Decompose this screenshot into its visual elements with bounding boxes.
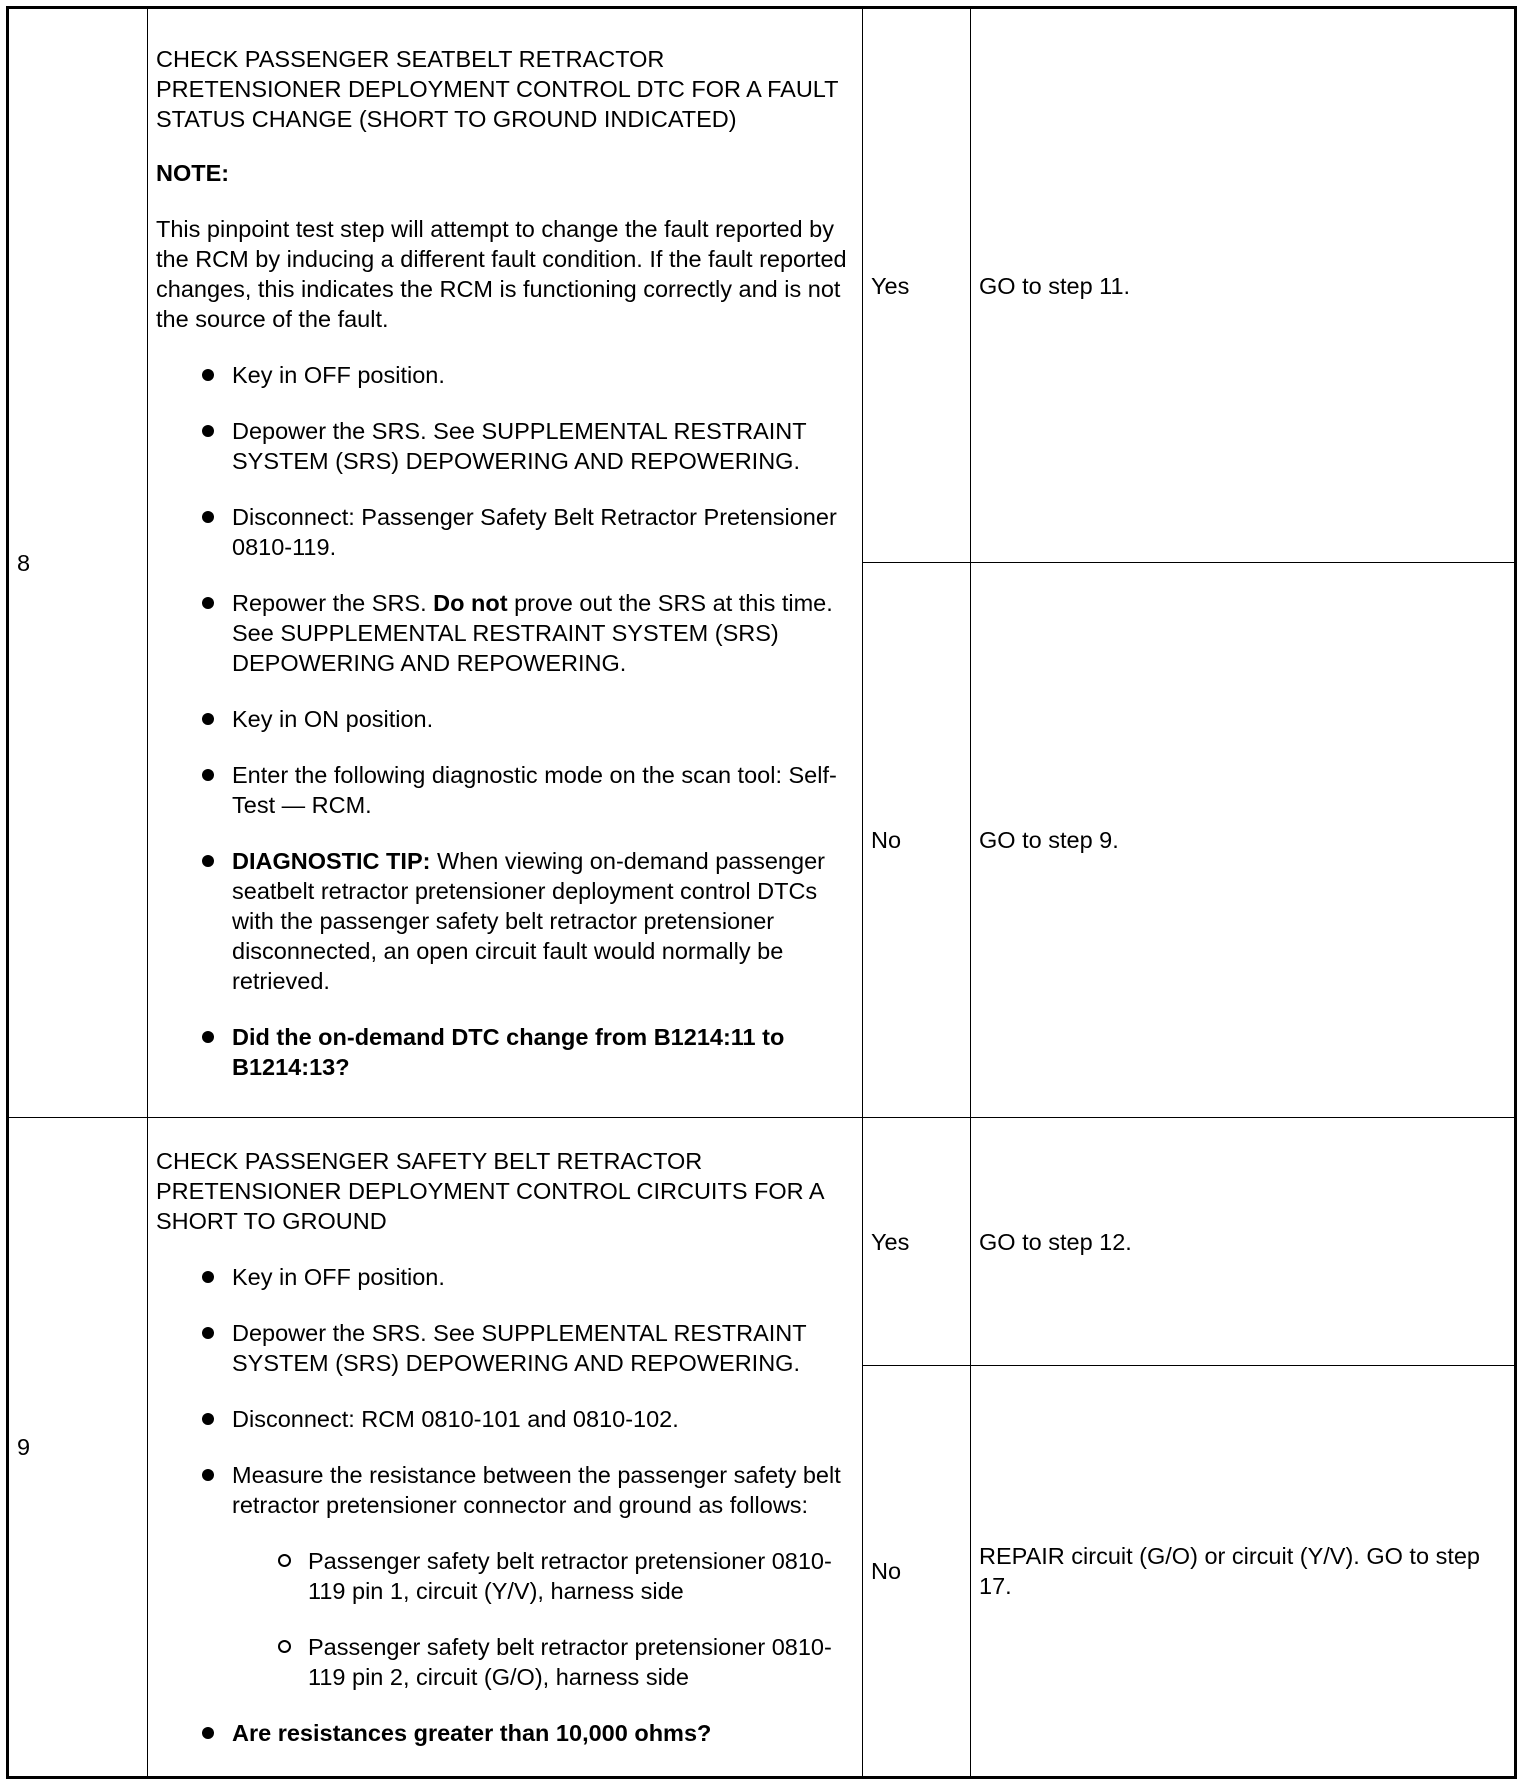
test-procedure [148,1118,863,1778]
procedure-item: Key in ON position. [156,704,854,734]
procedure-item: Depower the SRS. See SUPPLEMENTAL RESTRAINT SYSTEM (SRS) DEPOWERING AND REPOWERING. [156,1318,854,1378]
procedure-question: Are resistances greater than 10,000 ohms? [156,1718,854,1748]
procedure-item: Disconnect: RCM 0810-101 and 0810-102. [156,1404,854,1434]
step-number: 8 [8,8,148,1118]
result-yes-action: GO to step 12. [971,1118,1516,1366]
item-text: prove out the SRS at this time. See SUPPLEMENTAL RESTRAINT SYSTEM (SRS) DEPOWERING AND REPOWERING. [232,590,833,676]
pinpoint-test-table [6,6,1517,1779]
measurement-point: Passenger safety belt retractor pretensioner 0810-119 pin 1, circuit (Y/V), harness side [232,1546,854,1606]
procedure-item [156,588,854,678]
procedure-item: Depower the SRS. See SUPPLEMENTAL RESTRAINT SYSTEM (SRS) DEPOWERING AND REPOWERING. [156,416,854,476]
result-yes-label: Yes [863,8,971,563]
diagnostic-tip-text: When viewing on-demand passenger seatbelt retractor pretensioner deployment control DTCs with the passenger safety belt retractor pretensioner disconnected, an open circuit fault would normally be retrieved. [232,848,825,994]
diagnostic-tip-label: DIAGNOSTIC TIP: [232,848,431,874]
result-no-label: No [863,1366,971,1778]
note-text: This pinpoint test step will attempt to change the fault reported by the RCM by inducing a different fault condition. If the fault reported changes, this indicates the RCM is functioning correctly and is not the source of the fault. [156,216,847,332]
measurement-point: Passenger safety belt retractor pretensioner 0810-119 pin 2, circuit (G/O), harness side [232,1632,854,1692]
step-9-yes-row [8,1118,1516,1366]
step-8-yes-row [8,8,1516,563]
procedure-bullets [156,1262,854,1748]
test-title: CHECK PASSENGER SAFETY BELT RETRACTOR PRETENSIONER DEPLOYMENT CONTROL CIRCUITS FOR A SHORT TO GROUND [156,1148,824,1234]
result-yes-action: GO to step 11. [971,8,1516,563]
procedure-item: Enter the following diagnostic mode on the scan tool: Self-Test — RCM. [156,760,854,820]
test-title: CHECK PASSENGER SEATBELT RETRACTOR PRETENSIONER DEPLOYMENT CONTROL DTC FOR A FAULT STATUS CHANGE (SHORT TO GROUND INDICATED) [156,46,839,132]
item-text: Repower the SRS. [232,590,434,616]
result-no-action: REPAIR circuit (G/O) or circuit (Y/V). GO to step 17. [971,1366,1516,1778]
result-no-label: No [863,563,971,1118]
procedure-item [156,1460,854,1692]
result-yes-label: Yes [863,1118,971,1366]
note-label: NOTE: [156,160,230,186]
item-emphasis: Do not [433,590,508,616]
procedure-item: Key in OFF position. [156,360,854,390]
procedure-item: Key in OFF position. [156,1262,854,1292]
result-no-action: GO to step 9. [971,563,1516,1118]
test-procedure [148,8,863,1118]
procedure-item: Disconnect: Passenger Safety Belt Retractor Pretensioner 0810-119. [156,502,854,562]
procedure-question: Did the on-demand DTC change from B1214:11 to B1214:13? [156,1022,854,1082]
procedure-bullets [156,360,854,1082]
step-number: 9 [8,1118,148,1778]
procedure-item [156,846,854,996]
item-text: Measure the resistance between the passenger safety belt retractor pretensioner connector and ground as follows: [232,1462,841,1518]
measurement-points [232,1546,854,1692]
